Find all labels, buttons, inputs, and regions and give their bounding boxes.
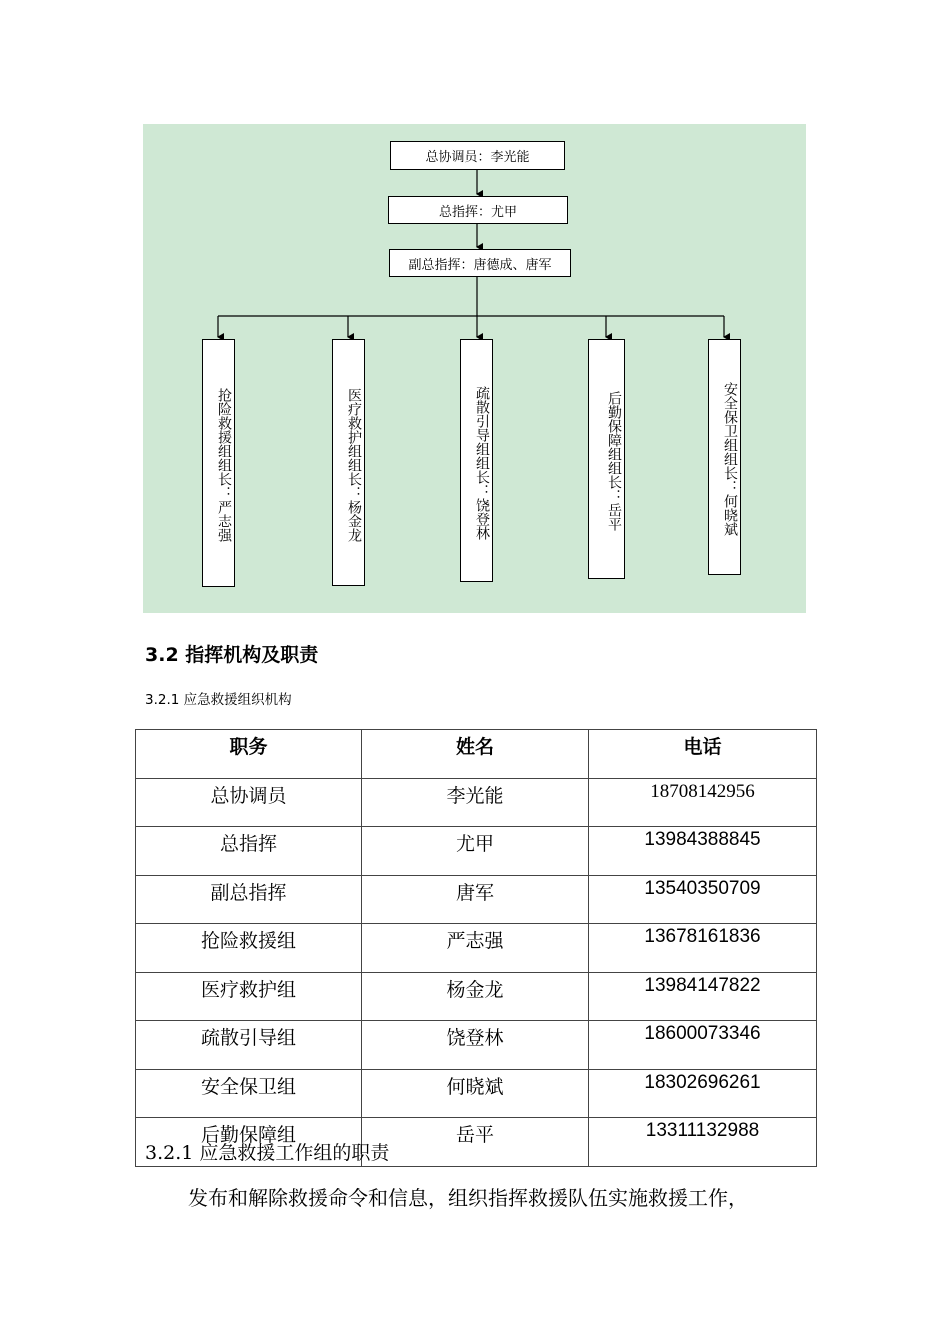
chart-box-medical-group: 医疗救护组组长：杨金龙 [332,339,365,586]
cell-phone: 13984388845 [589,827,817,876]
header-phone: 电话 [589,730,817,779]
table-row [136,1069,817,1118]
cell-phone: 13540350709 [589,875,817,924]
header-name: 姓名 [362,730,589,779]
duties-section-title: 3.2.1 应急救援工作组的职责 [145,1142,390,1164]
cell-position: 抢险救援组 [136,924,362,973]
chart-box-commander: 总指挥：尤甲 [388,196,568,224]
cell-position: 后勤保障组 [136,1118,362,1167]
cell-position: 疏散引导组 [136,1021,362,1070]
cell-name: 岳平 [362,1118,589,1167]
org-chart [143,124,806,613]
cell-phone: 13311132988 [589,1118,817,1167]
contact-table [135,729,817,1167]
chart-box-security-group: 安全保卫组组长：何晓斌 [708,339,741,575]
cell-phone: 18302696261 [589,1069,817,1118]
cell-name: 李光能 [362,778,589,827]
cell-position: 总协调员 [136,778,362,827]
table-row [136,875,817,924]
chart-box-logistics-group: 后勤保障组组长：岳平 [588,339,625,579]
cell-name: 杨金龙 [362,972,589,1021]
table-row [136,972,817,1021]
chart-box-evacuation-group: 疏散引导组组长：饶登林 [460,339,493,582]
table-row [136,1021,817,1070]
cell-phone: 18600073346 [589,1021,817,1070]
chart-box-rescue-group: 抢险救援组组长：严志强 [202,339,235,587]
cell-name: 何晓斌 [362,1069,589,1118]
table-row [136,778,817,827]
cell-phone: 18708142956 [589,778,817,827]
table-header-row [136,730,817,779]
cell-position: 副总指挥 [136,875,362,924]
cell-phone: 13678161836 [589,924,817,973]
table-row [136,827,817,876]
cell-name: 饶登林 [362,1021,589,1070]
chart-box-coordinator: 总协调员：李光能 [390,141,565,170]
chart-box-deputy: 副总指挥：唐德成、唐军 [389,249,571,277]
header-position: 职务 [136,730,362,779]
cell-position: 安全保卫组 [136,1069,362,1118]
section-heading: 3.2 指挥机构及职责 [145,644,319,666]
cell-position: 医疗救护组 [136,972,362,1021]
cell-phone: 13984147822 [589,972,817,1021]
cell-name: 唐军 [362,875,589,924]
table-row [136,924,817,973]
section-subheading: 3.2.1 应急救援组织机构 [145,692,292,708]
cell-position: 总指挥 [136,827,362,876]
cell-name: 严志强 [362,924,589,973]
cell-name: 尤甲 [362,827,589,876]
duties-paragraph: 发布和解除救援命令和信息，组织指挥救援队伍实施救援工作， [188,1186,748,1210]
